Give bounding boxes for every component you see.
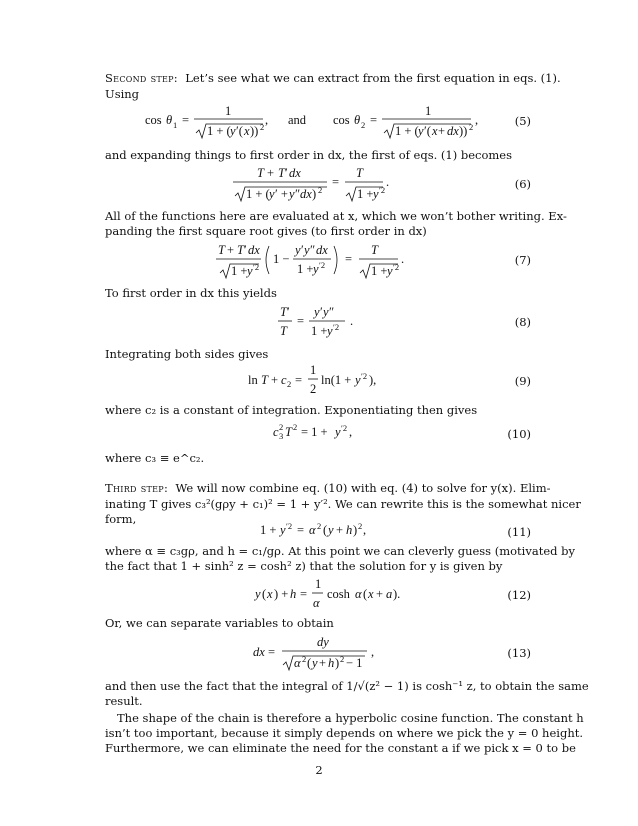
svg-text:″: ″	[295, 187, 301, 201]
svg-text:dx: dx	[447, 124, 459, 138]
svg-text:y: y	[387, 264, 393, 278]
section-lead: Third step:	[105, 481, 169, 495]
svg-text:dx: dx	[248, 243, 260, 257]
equation-13	[105, 632, 531, 670]
svg-text:y: y	[255, 587, 261, 601]
equation-number: (9)	[514, 374, 531, 388]
text-line: The shape of the chain is therefore a hyperbolic cosine function. The constant h	[117, 711, 584, 725]
svg-text:=: =	[300, 587, 308, 601]
text-line: panding the first square root gives (to first order in dx)	[105, 224, 427, 238]
svg-text:′: ′	[244, 243, 247, 257]
equation-number: (10)	[507, 427, 531, 441]
svg-text:1 + (: 1 + (	[395, 124, 419, 138]
svg-text:1 +: 1 +	[260, 523, 277, 537]
svg-text:3: 3	[279, 431, 284, 441]
svg-text:′2: ′2	[393, 262, 400, 272]
svg-text:h: h	[328, 656, 335, 670]
svg-text:dx: dx	[300, 187, 312, 201]
svg-text:α: α	[355, 587, 362, 601]
svg-text:ln: ln	[248, 373, 258, 387]
svg-text:T: T	[280, 305, 287, 319]
svg-text:T: T	[257, 166, 264, 180]
svg-text:=: =	[182, 113, 190, 127]
svg-text:.: .	[350, 314, 354, 328]
equation-7	[105, 240, 531, 278]
svg-text:1: 1	[225, 104, 232, 118]
svg-text:2: 2	[358, 521, 363, 531]
svg-text:y: y	[230, 124, 236, 138]
svg-text:ln(1 +: ln(1 +	[321, 373, 352, 387]
svg-text:2: 2	[361, 120, 366, 130]
svg-text:),: ),	[369, 373, 377, 387]
svg-text:1 +: 1 +	[371, 264, 388, 278]
svg-text:cos: cos	[333, 113, 350, 127]
svg-text:2: 2	[310, 382, 317, 396]
svg-text:T: T	[237, 243, 244, 257]
equation-8	[105, 302, 531, 338]
svg-text:y: y	[327, 324, 333, 338]
text-line: where c₃ ≡ e^c₂.	[105, 451, 205, 465]
svg-text:=: =	[345, 252, 353, 266]
svg-text:(: (	[363, 587, 368, 601]
svg-text:dy: dy	[317, 635, 329, 649]
equation-12	[105, 574, 531, 610]
text-line: Integrating both sides gives	[105, 347, 269, 361]
text-line: We will now combine eq. (10) with eq. (4) to solve for y(x). Elim-	[175, 481, 551, 495]
equation-number: (6)	[514, 177, 531, 191]
svg-text:1 +: 1 +	[311, 324, 328, 338]
svg-text:2: 2	[340, 654, 345, 664]
equation-10-math	[105, 420, 531, 444]
equation-9	[105, 360, 531, 396]
svg-text:y: y	[280, 523, 286, 537]
svg-text:″: ″	[329, 305, 335, 319]
svg-text:).: ).	[393, 587, 401, 601]
equation-number: (8)	[514, 315, 531, 329]
svg-text:,: ,	[265, 113, 269, 127]
svg-text:+: +	[376, 587, 384, 601]
svg-text:=: =	[297, 314, 305, 328]
svg-text:x: x	[368, 587, 374, 601]
equation-number: (12)	[507, 588, 531, 602]
svg-text:,: ,	[475, 113, 479, 127]
svg-text:T: T	[371, 243, 378, 257]
svg-text:.: .	[401, 252, 405, 266]
svg-text:′2: ′2	[361, 371, 368, 381]
equation-9-math	[105, 360, 531, 400]
svg-text:T: T	[218, 243, 225, 257]
svg-text:=: =	[370, 113, 378, 127]
svg-text:2: 2	[279, 422, 284, 432]
svg-text:1 + (: 1 + (	[207, 124, 231, 138]
svg-text:dx: dx	[253, 645, 265, 659]
equation-number: (13)	[507, 646, 531, 660]
equation-6-math	[105, 163, 531, 205]
section-lead: Second step:	[105, 71, 178, 85]
svg-text:θ: θ	[354, 113, 361, 127]
equation-5-math	[105, 100, 531, 140]
svg-text:′(: ′(	[236, 124, 243, 138]
svg-text:=: =	[332, 175, 340, 189]
svg-text:T: T	[356, 166, 363, 180]
equation-12-math	[105, 574, 531, 614]
text-line: where α ≡ c₃gρ, and h = c₁/gρ. At this point we can cleverly guess (motivated by	[105, 544, 576, 558]
text-line: Furthermore, we can eliminate the need for the constant a if we pick x = 0 to be	[105, 741, 576, 755]
equation-8-math	[105, 302, 531, 342]
svg-text:y: y	[314, 305, 320, 319]
svg-text:=: =	[297, 523, 305, 537]
svg-text:.: .	[386, 175, 390, 189]
svg-text:α: α	[294, 656, 301, 670]
svg-text:T: T	[280, 324, 287, 338]
svg-text:′2: ′2	[253, 262, 260, 272]
svg-text:,: ,	[371, 645, 375, 659]
svg-text:1: 1	[173, 120, 178, 130]
svg-text:+: +	[438, 124, 446, 138]
svg-text:y: y	[323, 305, 329, 319]
svg-text:= 1 +: = 1 +	[301, 425, 328, 439]
svg-text:θ: θ	[166, 113, 173, 127]
page-number: 2	[315, 763, 323, 777]
svg-text:α: α	[313, 596, 320, 610]
equation-7-math	[105, 240, 531, 280]
svg-text:c: c	[273, 425, 279, 439]
svg-text:1 + (: 1 + (	[246, 187, 270, 201]
equation-6	[105, 163, 531, 201]
svg-text:)): ))	[250, 124, 259, 138]
eq5-and: and	[288, 113, 307, 127]
text-line: the fact that 1 + sinh² z = cosh² z) that the solution for y is given by	[105, 559, 503, 573]
svg-text:+: +	[271, 373, 279, 387]
equation-number: (5)	[514, 114, 531, 128]
svg-text:′: ′	[320, 305, 323, 319]
svg-text:h: h	[290, 587, 297, 601]
svg-text:″: ″	[310, 243, 316, 257]
svg-text:y: y	[304, 243, 310, 257]
svg-text:y: y	[289, 187, 295, 201]
text-line: and expanding things to first order in dx, the first of eqs. (1) becomes	[105, 148, 513, 162]
svg-text:a: a	[386, 587, 393, 601]
text-line: result.	[105, 694, 143, 708]
equation-5	[105, 100, 531, 138]
svg-text:′2: ′2	[341, 423, 348, 433]
svg-text:y: y	[335, 425, 341, 439]
text-line: Let’s see what we can extract from the first equation in eqs. (1).	[185, 71, 561, 85]
svg-text:′ +: ′ +	[275, 187, 288, 201]
text-line: Using	[105, 87, 140, 101]
svg-text:,: ,	[349, 425, 353, 439]
svg-text:dx: dx	[289, 166, 301, 180]
svg-text:2: 2	[293, 422, 298, 432]
svg-text:T: T	[285, 425, 292, 439]
text-line: form,	[105, 512, 137, 526]
svg-text:1: 1	[315, 577, 322, 591]
svg-text:y: y	[269, 187, 275, 201]
svg-text:x: x	[432, 124, 438, 138]
svg-text:′: ′	[301, 243, 304, 257]
text-line: inating T gives c₃²(gρy + c₁)² = 1 + y′². We can rewrite this is the somewhat nicer	[105, 497, 581, 511]
svg-text:′: ′	[285, 166, 288, 180]
svg-text:y: y	[328, 523, 334, 537]
svg-text:1 +: 1 +	[231, 264, 248, 278]
svg-text:) +: ) +	[274, 587, 289, 601]
svg-text:′: ′	[287, 305, 290, 319]
svg-text:′(: ′(	[424, 124, 431, 138]
svg-text:− 1: − 1	[346, 656, 363, 670]
text-line: All of the functions here are evaluated at x, which we won’t bother writing. Ex-	[105, 209, 567, 223]
text-line: Or, we can separate variables to obtain	[105, 616, 334, 630]
svg-text:y: y	[355, 373, 361, 387]
svg-text:1 +: 1 +	[297, 262, 314, 276]
svg-text:y: y	[312, 656, 318, 670]
svg-text:x: x	[267, 587, 273, 601]
svg-text:T: T	[261, 373, 268, 387]
svg-text:,: ,	[363, 523, 367, 537]
equation-number: (7)	[514, 253, 531, 267]
svg-text:α: α	[309, 523, 316, 537]
equation-11-math	[105, 518, 531, 542]
svg-text:h: h	[346, 523, 353, 537]
svg-text:2: 2	[317, 521, 322, 531]
svg-text:+: +	[267, 166, 275, 180]
paragraph-third-step	[105, 480, 551, 496]
svg-text:1 −: 1 −	[273, 252, 290, 266]
svg-text:1: 1	[310, 363, 317, 377]
svg-text:′2: ′2	[379, 185, 386, 195]
svg-text:2: 2	[302, 654, 307, 664]
text-line: where c₂ is a constant of integration. Exponentiating then gives	[105, 403, 478, 417]
svg-text:T: T	[278, 166, 285, 180]
svg-text:x: x	[244, 124, 250, 138]
svg-text:=: =	[268, 645, 276, 659]
svg-text:y: y	[295, 243, 301, 257]
svg-text:): )	[312, 187, 317, 201]
svg-text:(: (	[262, 587, 267, 601]
svg-text:(: (	[323, 523, 328, 537]
svg-text:(: (	[307, 656, 312, 670]
svg-text:+: +	[227, 243, 235, 257]
text-line: isn’t too important, because it simply depends on where we pick the y = 0 height.	[105, 726, 583, 740]
text-line: and then use the fact that the integral of 1/√(z² − 1) is cosh⁻¹ z, to obtain the same	[105, 679, 589, 693]
svg-text:)): ))	[459, 124, 468, 138]
svg-text:): )	[335, 656, 340, 670]
svg-text:2: 2	[287, 379, 292, 389]
svg-text:y: y	[313, 262, 319, 276]
paragraph-second-step	[105, 70, 561, 86]
svg-text:2: 2	[260, 122, 265, 132]
svg-text:1: 1	[425, 104, 432, 118]
svg-text:y: y	[418, 124, 424, 138]
svg-text:′2: ′2	[333, 322, 340, 332]
svg-text:′2: ′2	[319, 260, 326, 270]
svg-text:y: y	[373, 187, 379, 201]
text-line: To first order in dx this yields	[105, 286, 277, 300]
equation-13-math	[105, 632, 531, 672]
equation-number: (11)	[507, 525, 531, 539]
svg-text:): )	[353, 523, 358, 537]
svg-text:′2: ′2	[286, 521, 293, 531]
svg-text:+: +	[319, 656, 327, 670]
svg-text:2: 2	[469, 122, 474, 132]
svg-text:+: +	[336, 523, 344, 537]
equation-10	[105, 420, 531, 441]
svg-text:cosh: cosh	[327, 587, 350, 601]
svg-text:1 +: 1 +	[357, 187, 374, 201]
svg-text:2: 2	[318, 185, 323, 195]
svg-text:=: =	[295, 373, 303, 387]
svg-text:y: y	[247, 264, 253, 278]
svg-text:cos: cos	[145, 113, 162, 127]
svg-text:c: c	[281, 373, 287, 387]
svg-text:dx: dx	[316, 243, 328, 257]
